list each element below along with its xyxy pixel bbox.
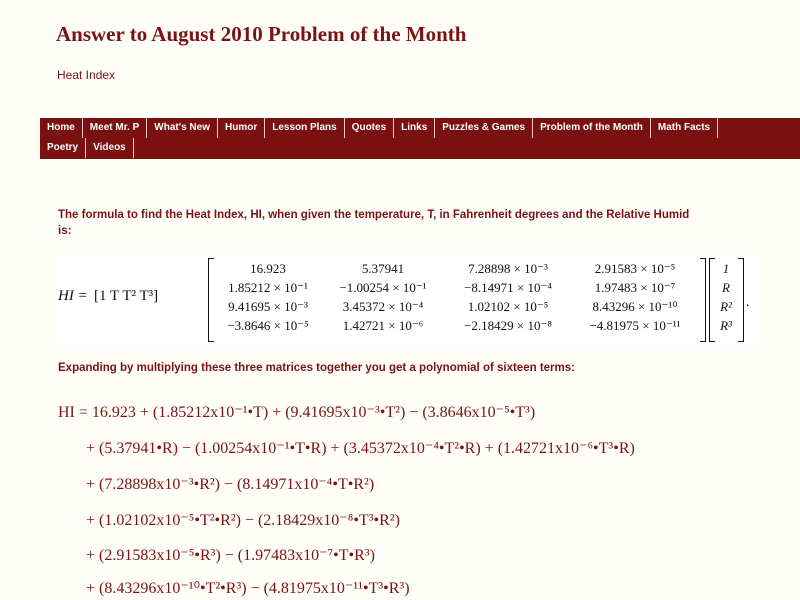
polynomial-line: HI = 16.923 + (1.85212x10⁻¹•T) + (9.41695x10⁻³•T²) − (3.8646x10⁻⁵•T³) — [58, 404, 536, 421]
nav-item-home[interactable]: Home — [40, 118, 83, 138]
nav-item-problem-of-the-month[interactable]: Problem of the Month — [533, 118, 651, 138]
intro-text: The formula to find the Heat Index, HI, when given the temperature, T, in Fahrenheit degrees and the Relative Humid — [58, 209, 690, 221]
matrix-equation — [58, 255, 758, 345]
matrix-cell: 1.85212 × 10⁻¹ — [228, 280, 308, 295]
polynomial-line: + (2.91583x10⁻⁵•R³) − (1.97483x10⁻⁷•T•R³) — [86, 547, 375, 564]
vector-entry: 1 — [722, 261, 730, 276]
matrix-cell: −3.8646 × 10⁻⁵ — [227, 318, 309, 333]
matrix-right-bracket — [700, 258, 706, 342]
nav-item-links[interactable]: Links — [394, 118, 435, 138]
nav-item-videos[interactable]: Videos — [86, 138, 134, 158]
nav-row-1 — [40, 118, 718, 138]
nav-item-math-facts[interactable]: Math Facts — [651, 118, 718, 138]
matrix-left-bracket — [208, 258, 214, 342]
matrix-cell: −8.14971 × 10⁻⁴ — [464, 280, 552, 295]
matrix-cell: 7.28898 × 10⁻³ — [468, 261, 548, 276]
intro-text-continued: is: — [58, 225, 72, 237]
matrix-cell: 9.41695 × 10⁻³ — [228, 299, 308, 314]
matrix-cell: 3.45372 × 10⁻⁴ — [342, 299, 424, 314]
matrix-cell: 5.37941 — [361, 261, 405, 276]
page-title: Answer to August 2010 Problem of the Month — [56, 22, 467, 46]
equation-terminator: . — [746, 295, 750, 310]
nav-item-poetry[interactable]: Poetry — [40, 138, 86, 158]
matrix-cell: 2.91583 × 10⁻⁵ — [594, 261, 676, 276]
vector-entry: R — [722, 280, 730, 295]
coefficient-matrix — [216, 261, 700, 337]
nav-item-puzzles-games[interactable]: Puzzles & Games — [435, 118, 533, 138]
matrix-cell: −4.81975 × 10⁻¹¹ — [589, 318, 681, 333]
temperature-row-vector: [1 T T² T³] — [94, 288, 159, 304]
matrix-cell: 16.923 — [250, 261, 286, 276]
matrix-cell: −1.00254 × 10⁻¹ — [339, 280, 427, 295]
equation-lhs: HI = — [58, 288, 88, 304]
page-subtitle: Heat Index — [57, 68, 116, 82]
expansion-text: Expanding by multiplying these three matrices together you get a polynomial of sixteen terms: — [58, 362, 575, 374]
polynomial-line: + (7.28898x10⁻³•R²) − (8.14971x10⁻⁴•T•R²) — [86, 476, 375, 493]
nav-item-lesson-plans[interactable]: Lesson Plans — [265, 118, 344, 138]
matrix-cell: 1.97483 × 10⁻⁷ — [594, 280, 676, 295]
polynomial-line: + (5.37941•R) − (1.00254x10⁻¹•T•R) + (3.45372x10⁻⁴•T²•R) + (1.42721x10⁻⁶•T³•R) — [86, 440, 635, 457]
matrix-cell: −2.18429 × 10⁻⁸ — [464, 318, 552, 333]
polynomial-line: + (8.43296x10⁻¹⁰•T²•R³) − (4.81975x10⁻¹¹•T³•R³) — [86, 580, 410, 597]
nav-row-2 — [40, 138, 134, 158]
vector-entry: R² — [720, 299, 732, 314]
nav-item-whats-new[interactable]: What's New — [147, 118, 218, 138]
nav-bar — [40, 118, 800, 159]
matrix-cell: 8.43296 × 10⁻¹⁰ — [592, 299, 678, 314]
matrix-cell: 1.42721 × 10⁻⁶ — [342, 318, 424, 333]
matrix-cell: 1.02102 × 10⁻⁵ — [467, 299, 549, 314]
nav-item-humor[interactable]: Humor — [218, 118, 265, 138]
nav-item-meet-mr-p[interactable]: Meet Mr. P — [83, 118, 147, 138]
vector-entry: R³ — [720, 318, 732, 333]
humidity-column-vector — [713, 261, 739, 337]
nav-item-quotes[interactable]: Quotes — [345, 118, 394, 138]
polynomial-line: + (1.02102x10⁻⁵•T²•R²) − (2.18429x10⁻⁸•T³•R²) — [86, 512, 400, 529]
vector-right-bracket — [738, 258, 744, 342]
